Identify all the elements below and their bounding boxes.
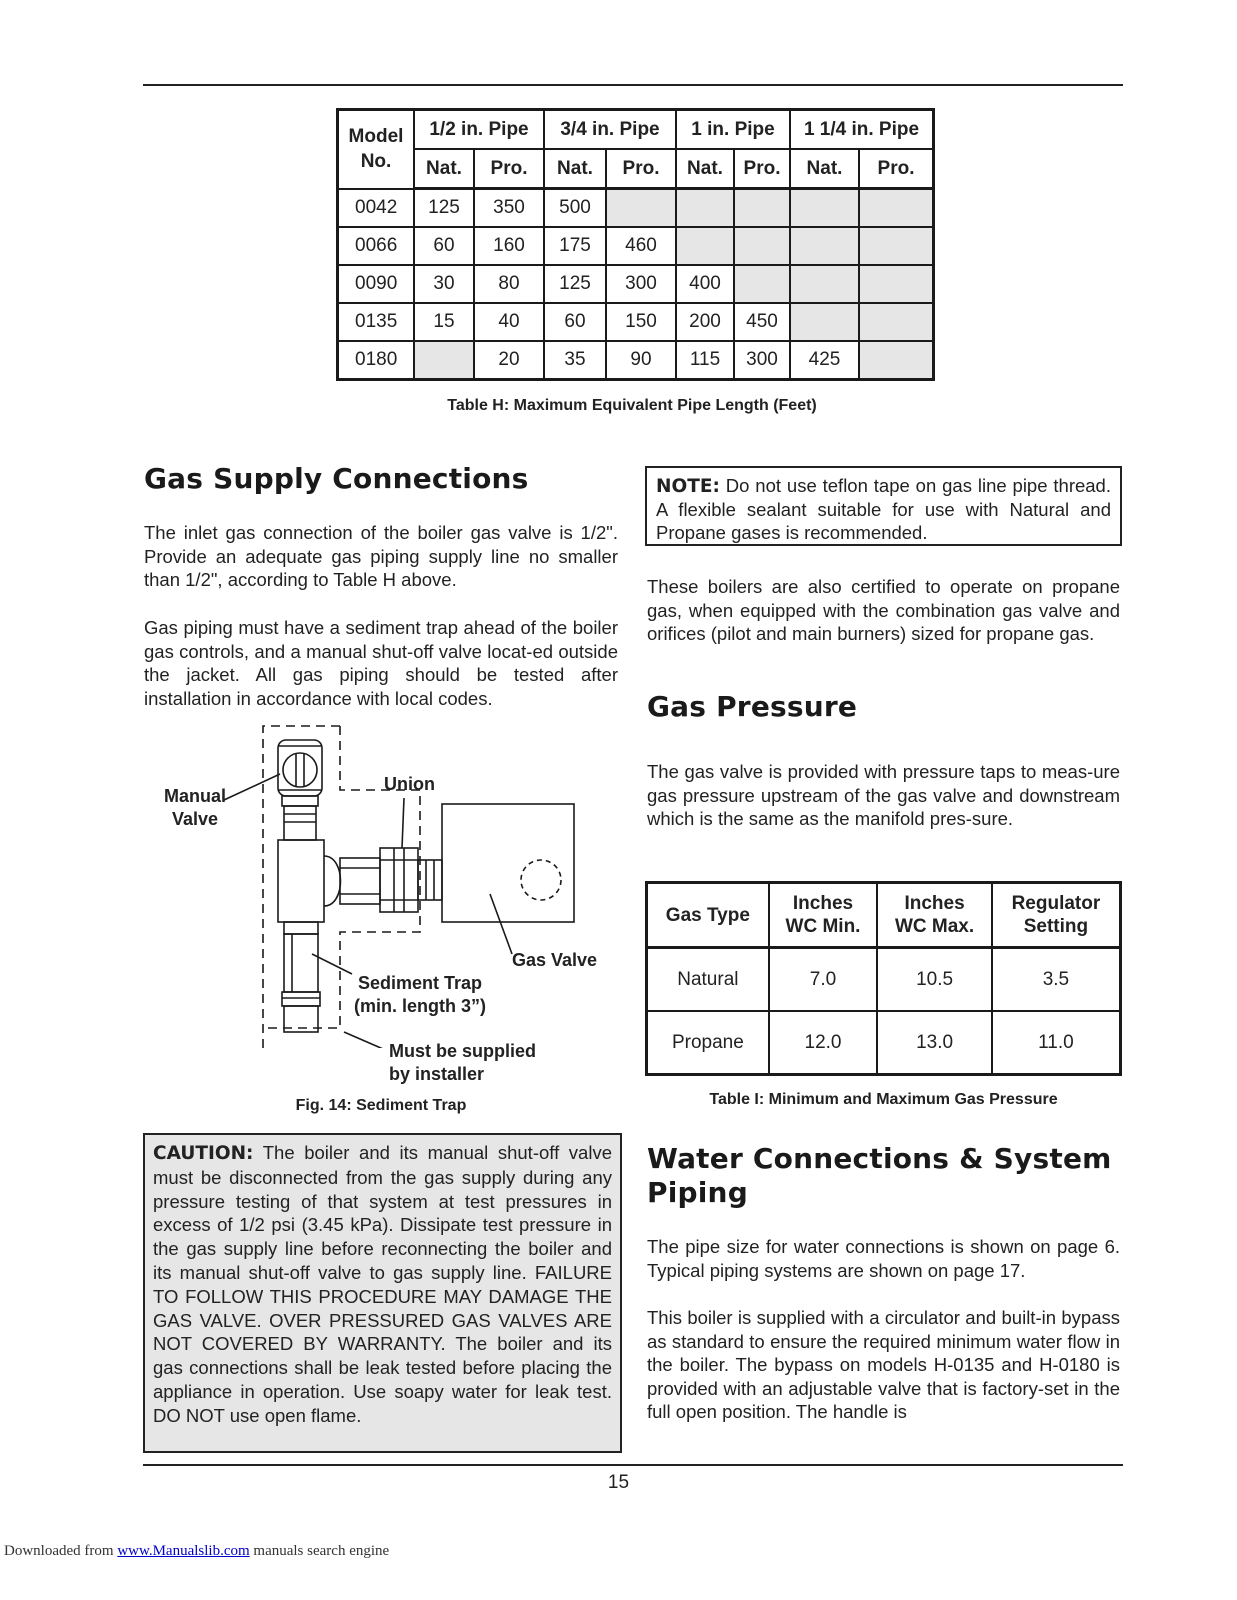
page-number: 15 — [607, 1472, 630, 1493]
label-gas-valve: Gas Valve — [512, 950, 598, 970]
label-manual-valve — [150, 785, 240, 831]
label-valve-line: Valve — [171, 809, 219, 829]
table-row — [338, 227, 934, 265]
value-cell: 35 — [544, 341, 606, 380]
col-header — [877, 883, 992, 948]
col-header — [992, 883, 1121, 948]
gas-type-cell: Propane — [647, 1011, 769, 1075]
col-header-model: Model No. — [338, 110, 415, 189]
model-cell: 0066 — [338, 227, 415, 265]
col-group-half-inch: 1/2 in. Pipe — [414, 110, 544, 150]
model-cell: 0180 — [338, 341, 415, 380]
sub-header: Nat. — [544, 149, 606, 189]
sediment-trap-pipe — [284, 934, 318, 992]
col-group-three-quarter-inch: 3/4 in. Pipe — [544, 110, 676, 150]
value-cell — [790, 303, 859, 341]
gas-supply-para-2: Gas piping must have a sediment trap ahead of the boiler gas controls, and a manual shut-off valve locat-ed outside the jacket. All gas piping should be tested after installation in accordance with local codes. — [144, 617, 618, 709]
table-row — [338, 265, 934, 303]
value-cell — [734, 189, 790, 228]
value-cell — [734, 227, 790, 265]
model-cell: 0135 — [338, 303, 415, 341]
gas-supply-para-1: The inlet gas connection of the boiler gas valve is 1/2". Provide an adequate gas piping supply line no smaller than 1/2", according to Table H above. — [144, 522, 618, 590]
sub-header: Pro. — [474, 149, 544, 189]
figure-14-caption: Fig. 14: Sediment Trap — [295, 1097, 467, 1114]
gas-type-cell: Natural — [647, 948, 769, 1012]
value-cell: 125 — [414, 189, 474, 228]
value-cell: 175 — [544, 227, 606, 265]
value-cell: 15 — [414, 303, 474, 341]
water-para-1: The pipe size for water connections is shown on page 6. Typical piping systems are shown on page 17. — [647, 1236, 1120, 1281]
download-footer — [4, 1543, 389, 1560]
col-group-one-quarter-inch: 1 1/4 in. Pipe — [790, 110, 934, 150]
value-cell: 425 — [790, 341, 859, 380]
label-must-be-supplied — [389, 1040, 536, 1086]
water-para-2: This boiler is supplied with a circulator and built-in bypass as standard to ensure the required minimum water flow in the boiler. The bypass on models H-0135 and H-0180 is provided with an adjustable valve that is factory-set in the full open position. The handle is — [647, 1307, 1120, 1422]
table-i-caption: Table I: Minimum and Maximum Gas Pressure — [709, 1091, 1058, 1108]
label-manual-line: Manual — [163, 786, 226, 806]
label-supplied-line-1: Must be supplied — [389, 1041, 537, 1061]
value-cell: 13.0 — [877, 1011, 992, 1075]
col-header-line: WC Min. — [785, 916, 861, 937]
value-cell: 200 — [676, 303, 734, 341]
value-cell — [414, 341, 474, 380]
value-cell: 350 — [474, 189, 544, 228]
note-box — [645, 466, 1122, 546]
value-cell: 160 — [474, 227, 544, 265]
value-cell — [859, 303, 934, 341]
value-cell — [859, 227, 934, 265]
col-header-line: Gas Type — [665, 904, 750, 926]
gas-pressure-para: The gas valve is provided with pressure taps to meas-ure gas pressure upstream of the gas valve and downstream which is the same as the manifold pres-sure. — [647, 761, 1120, 829]
value-cell: 500 — [544, 189, 606, 228]
table-row — [647, 948, 1121, 1012]
sub-header: Nat. — [676, 149, 734, 189]
caution-text: The boiler and its manual shut-off valve must be disconnected from the gas supply during any pressure testing of that system at test pressures in excess of 1/2 psi (3.45 kPa). Dissipate test pressure in the gas supply line before reconnecting the boiler and its manual shut-off valve to gas supply line. FAILURE TO FOLLOW THIS PROCEDURE MAY DAMAGE THE GAS VALVE. OVER PRESSURED GAS VALVES ARE NOT COVERED BY WARRANTY. The boiler and its gas connections shall be leak tested before placing the appliance in operation. Use soapy water for leak test. DO NOT use open flame. — [153, 1142, 612, 1426]
caution-label: CAUTION: — [153, 1143, 254, 1164]
sub-header: Pro. — [859, 149, 934, 189]
value-cell — [790, 265, 859, 303]
top-rule — [143, 84, 1123, 86]
sub-header: Pro. — [606, 149, 676, 189]
bottom-rule — [143, 1464, 1123, 1466]
union-fitting — [380, 848, 418, 912]
value-cell: 115 — [676, 341, 734, 380]
value-cell — [859, 341, 934, 380]
heading-gas-supply: Gas Supply Connections — [144, 462, 529, 495]
value-cell — [734, 265, 790, 303]
col-header-line: Inches — [904, 893, 965, 914]
heading-water-connections — [647, 1142, 1112, 1210]
value-cell: 40 — [474, 303, 544, 341]
col-header-line: Setting — [1023, 916, 1089, 937]
caution-box — [143, 1133, 622, 1453]
value-cell: 400 — [676, 265, 734, 303]
table-i-gas-pressure — [645, 881, 1122, 1076]
col-header — [769, 883, 878, 948]
value-cell — [790, 227, 859, 265]
value-cell: 450 — [734, 303, 790, 341]
value-cell: 60 — [414, 227, 474, 265]
gas-valve-box — [442, 804, 574, 922]
value-cell — [790, 189, 859, 228]
value-cell — [676, 227, 734, 265]
col-header-line: Inches — [792, 893, 854, 914]
value-cell: 11.0 — [992, 1011, 1121, 1075]
value-cell: 125 — [544, 265, 606, 303]
table-row — [338, 303, 934, 341]
table-row — [647, 1011, 1121, 1075]
sub-header: Pro. — [734, 149, 790, 189]
label-union: Union — [384, 774, 435, 794]
value-cell — [676, 189, 734, 228]
value-cell: 10.5 — [877, 948, 992, 1012]
sub-header: Nat. — [790, 149, 859, 189]
col-header — [647, 883, 769, 948]
col-header-line: WC Max. — [894, 916, 975, 937]
value-cell: 3.5 — [992, 948, 1121, 1012]
value-cell: 300 — [734, 341, 790, 380]
heading-water-line-2: Piping — [647, 1176, 748, 1209]
table-row — [338, 189, 934, 228]
label-supplied-line-2: by installer — [389, 1064, 485, 1084]
value-cell: 300 — [606, 265, 676, 303]
col-header-line: Regulator — [1011, 893, 1101, 914]
footer-prefix: Downloaded from — [4, 1543, 118, 1559]
value-cell: 460 — [606, 227, 676, 265]
heading-water-line-1: Water Connections & System — [647, 1142, 1112, 1175]
manualslib-link[interactable]: www.Manualslib.com — [117, 1543, 250, 1559]
label-sediment-line-2: (min. length 3”) — [354, 996, 486, 1016]
sub-header: Nat. — [414, 149, 474, 189]
propane-para: These boilers are also certified to operate on propane gas, when equipped with the combination gas valve and orifices (pilot and main burners) sized for propane gas. — [647, 576, 1120, 644]
value-cell: 20 — [474, 341, 544, 380]
value-cell — [859, 189, 934, 228]
heading-gas-pressure: Gas Pressure — [647, 690, 858, 723]
footer-suffix: manuals search engine — [249, 1543, 390, 1559]
value-cell — [859, 265, 934, 303]
table-row — [338, 341, 934, 380]
value-cell: 30 — [414, 265, 474, 303]
note-text: Do not use teflon tape on gas line pipe thread. A flexible sealant suitable for use with Natural and Propane gases is recommended. — [656, 475, 1111, 543]
label-sediment-trap — [354, 972, 486, 1018]
label-sediment-line-1: Sediment Trap — [358, 973, 483, 993]
model-cell: 0042 — [338, 189, 415, 228]
value-cell: 80 — [474, 265, 544, 303]
table-h-caption: Table H: Maximum Equivalent Pipe Length (Feet) — [447, 397, 817, 414]
note-label: NOTE: — [656, 476, 720, 497]
installer-boundary — [263, 726, 340, 1048]
col-group-one-inch: 1 in. Pipe — [676, 110, 790, 150]
value-cell: 7.0 — [769, 948, 878, 1012]
table-h-pipe-length — [336, 108, 935, 381]
model-cell: 0090 — [338, 265, 415, 303]
value-cell: 90 — [606, 341, 676, 380]
value-cell: 150 — [606, 303, 676, 341]
value-cell: 12.0 — [769, 1011, 878, 1075]
tee-fitting — [278, 840, 324, 922]
value-cell — [606, 189, 676, 228]
value-cell: 60 — [544, 303, 606, 341]
